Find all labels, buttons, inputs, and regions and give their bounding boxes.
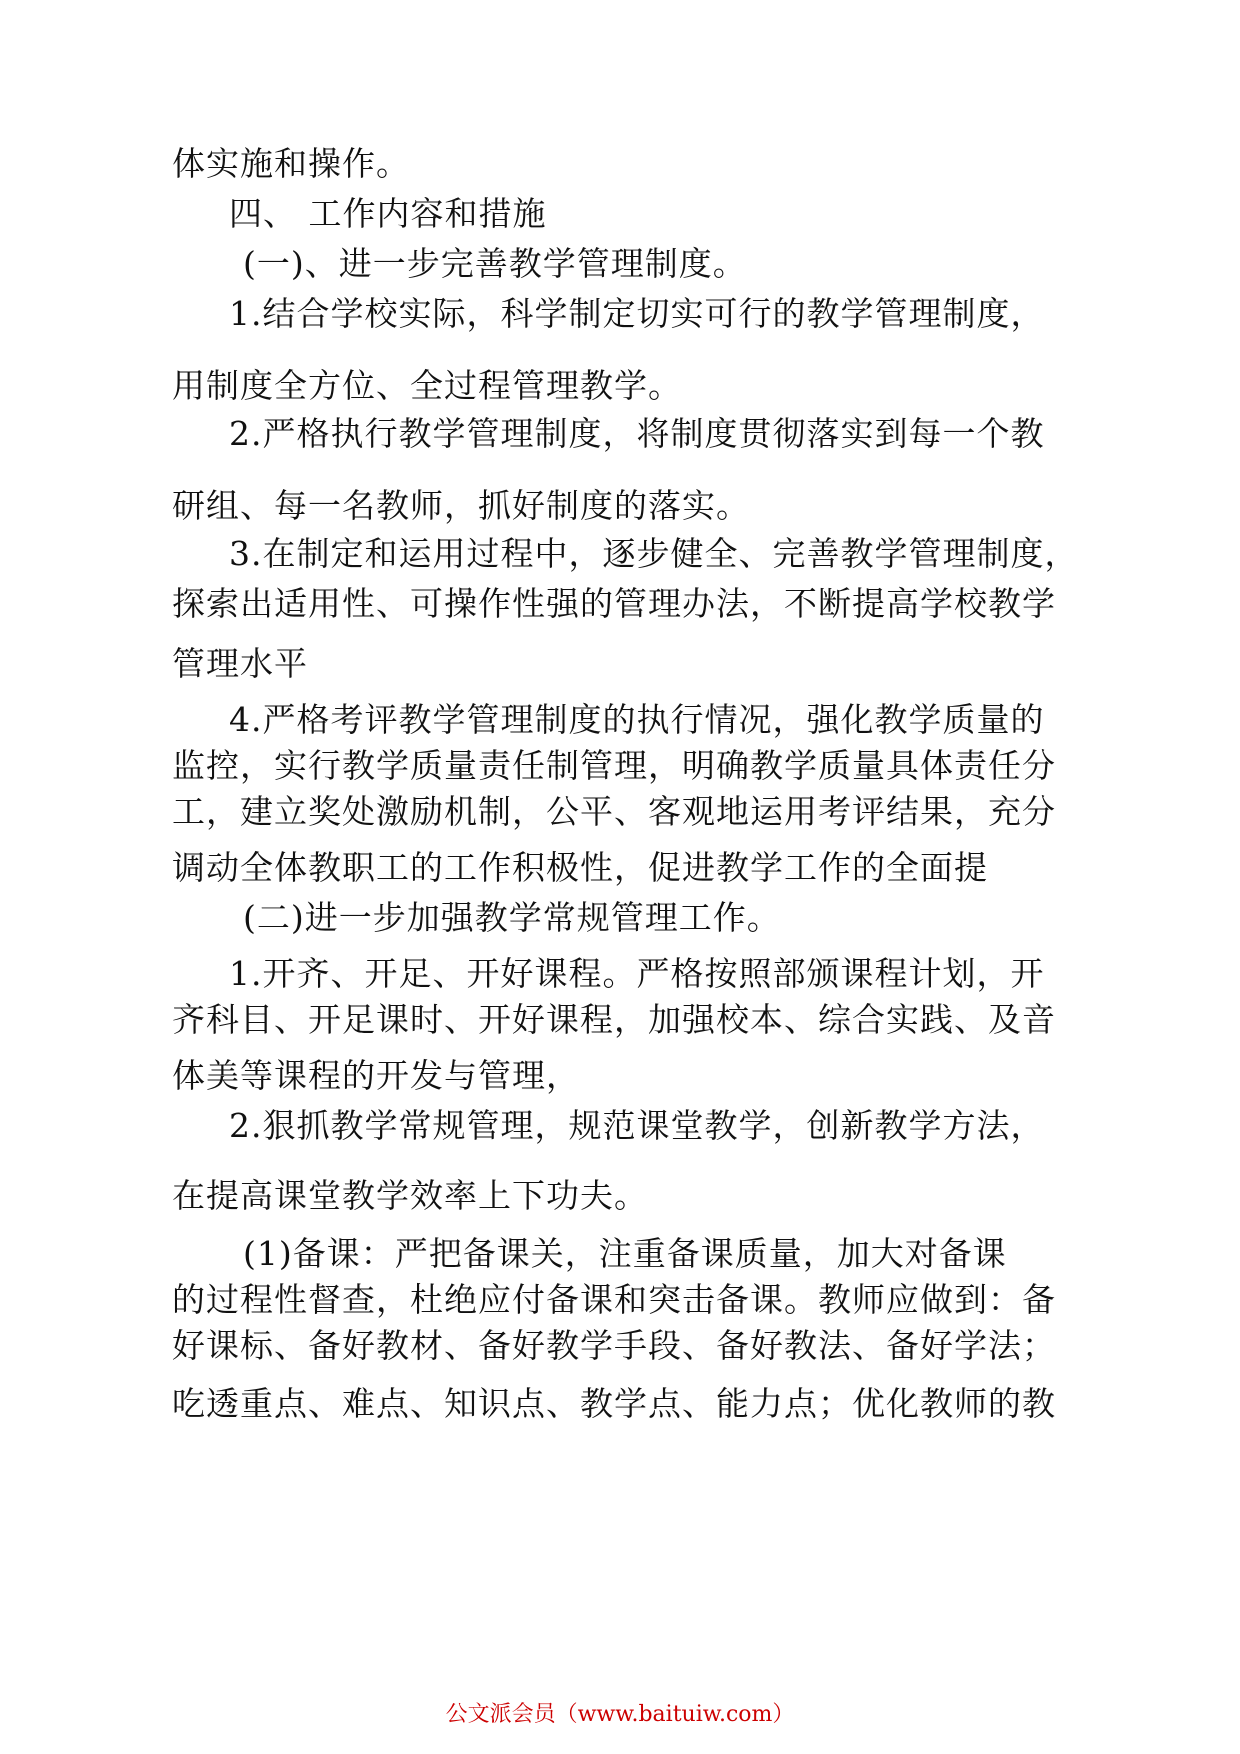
text-line: 研组、每一名教师，抓好制度的落实。: [172, 486, 750, 525]
text-line: 吃透重点、难点、知识点、教学点、能力点；优化教师的教: [172, 1384, 1056, 1423]
text-line: 2.严格执行教学管理制度，将制度贯彻落实到每一个教: [229, 414, 1045, 453]
text-line: 齐科目、开足课时、开好课程，加强校本、综合实践、及音: [172, 1000, 1056, 1039]
text-line: (1)备课：严把备课关，注重备课质量，加大对备课: [243, 1234, 1007, 1273]
text-line: 4.严格考评教学管理制度的执行情况，强化教学质量的: [229, 700, 1045, 739]
text-line: 的过程性督查，杜绝应付备课和突击备课。教师应做到：备: [172, 1280, 1056, 1319]
text-line: 1.开齐、开足、开好课程。严格按照部颁课程计划，开: [229, 954, 1045, 993]
text-line: 在提高课堂教学效率上下功夫。: [172, 1176, 648, 1215]
text-line: 2.狠抓教学常规管理，规范课堂教学，创新教学方法，: [229, 1106, 1045, 1145]
text-line: 探索出适用性、可操作性强的管理办法，不断提高学校教学: [172, 584, 1056, 623]
subsection-heading: (一)、进一步完善教学管理制度。: [243, 244, 747, 283]
text-line: 管理水平: [172, 644, 308, 683]
footer-watermark-link[interactable]: 公文派会员（www.baituiw.com）: [445, 1702, 795, 1727]
section-heading: 四、 工作内容和措施: [229, 194, 547, 233]
text-line: 1.结合学校实际，科学制定切实可行的教学管理制度，: [229, 294, 1045, 333]
text-line: 用制度全方位、全过程管理教学。: [172, 366, 682, 405]
text-line: 体实施和操作。: [172, 144, 410, 183]
text-line: 工，建立奖处激励机制，公平、客观地运用考评结果，充分: [172, 792, 1056, 831]
text-line: 体美等课程的开发与管理，: [172, 1056, 580, 1095]
text-line: 好课标、备好教材、备好教学手段、备好教法、备好学法；: [172, 1326, 1056, 1365]
text-line: 3.在制定和运用过程中，逐步健全、完善教学管理制度，: [229, 534, 1079, 573]
text-line: 调动全体教职工的工作积极性，促进教学工作的全面提: [172, 848, 988, 887]
text-line: 监控，实行教学质量责任制管理，明确教学质量具体责任分: [172, 746, 1056, 785]
subsection-heading: (二)进一步加强教学常规管理工作。: [243, 898, 781, 937]
